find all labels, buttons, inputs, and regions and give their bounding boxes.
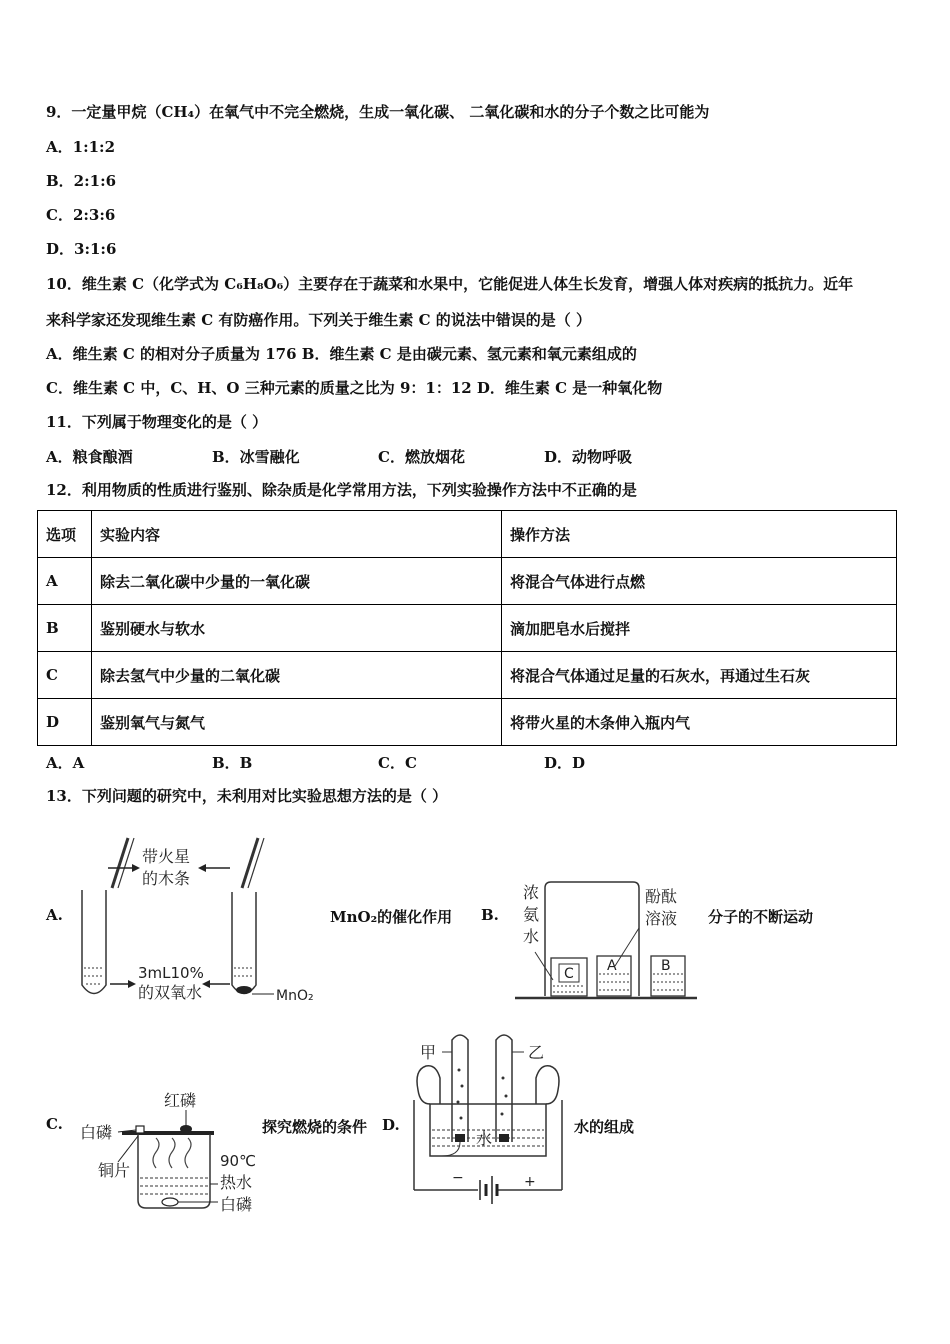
figure-b-molecular-motion xyxy=(515,878,700,1006)
row-content: 除去二氧化碳中少量的一氧化碳 xyxy=(92,558,502,605)
q11-option-c: C．燃放烟花 xyxy=(378,448,465,466)
electrode-left xyxy=(455,1134,465,1142)
q12-option-d: D．D xyxy=(544,754,586,772)
row-content: 鉴别氧气与氮气 xyxy=(92,699,502,746)
row-method: 将带火星的木条伸入瓶内气 xyxy=(502,699,897,746)
tube-yi xyxy=(496,1035,512,1142)
label-splint-1: 带火星 xyxy=(142,847,191,866)
white-phosphorus-water xyxy=(162,1198,178,1206)
q11-stem: 11．下列属于物理变化的是（ ） xyxy=(46,413,268,431)
row-content: 鉴别硬水与软水 xyxy=(92,605,502,652)
q12-option-c: C．C xyxy=(378,754,417,772)
q13-c-caption: 探究燃烧的条件 xyxy=(262,1118,368,1136)
label-negative: − xyxy=(452,1170,464,1186)
label-ammonia-3: 水 xyxy=(523,927,540,946)
label-h2o2-2: 的双氧水 xyxy=(138,983,203,1002)
row-method: 将混合气体通过足量的石灰水，再通过生石灰 xyxy=(502,652,897,699)
figure-d-electrolysis xyxy=(412,1030,572,1214)
row-content: 除去氢气中少量的二氧化碳 xyxy=(92,652,502,699)
pointer-copper xyxy=(118,1136,138,1162)
label-red-phosphorus: 红磷 xyxy=(164,1091,197,1110)
label-white-phosphorus-top: 白磷 xyxy=(80,1123,113,1142)
q10-stem-line1: 10．维生素 C（化学式为 C₆H₈O₆）主要存在于蔬菜和水果中，它能促进人体生长发育，增强人体对疾病的抵抗力。近年 xyxy=(46,275,854,293)
test-tube-right xyxy=(232,892,256,994)
row-method: 滴加肥皂水后搅拌 xyxy=(502,605,897,652)
q9-option-c: C．2:3:6 xyxy=(46,206,116,224)
support-left xyxy=(417,1066,440,1104)
label-white-phosphorus-water: 白磷 xyxy=(220,1195,253,1214)
figure-a-catalysis xyxy=(70,830,340,1010)
q10-options-line1: A．维生素 C 的相对分子质量为 176 B．维生素 C 是由碳元素、氢元素和氧元素组成的 xyxy=(46,345,637,363)
header-method: 操作方法 xyxy=(502,511,897,558)
test-tube-left xyxy=(82,890,106,994)
label-splint-2: 的木条 xyxy=(142,869,191,888)
q12-stem: 12．利用物质的性质进行鉴别、除杂质是化学常用方法，下列实验操作方法中不正确的是 xyxy=(46,481,637,499)
label-h2o2-1: 3mL10% xyxy=(138,964,204,982)
q11-option-b: B．冰雪融化 xyxy=(212,448,300,466)
header-option: 选项 xyxy=(38,511,92,558)
table-row xyxy=(38,699,897,746)
q13-b-caption: 分子的不断运动 xyxy=(708,908,814,926)
tube-jia xyxy=(452,1035,468,1142)
table-header-row xyxy=(38,511,897,558)
label-temperature: 90℃ xyxy=(220,1152,256,1170)
white-phosphorus-top xyxy=(136,1126,144,1133)
label-ammonia-2: 氨 xyxy=(523,905,540,924)
label-ammonia-1: 浓 xyxy=(523,883,540,902)
row-label: B xyxy=(38,605,92,652)
row-label: A xyxy=(38,558,92,605)
q13-b-letter: B. xyxy=(481,906,499,924)
label-phenol-2: 溶液 xyxy=(645,909,678,928)
q9-option-b: B．2:1:6 xyxy=(46,172,117,190)
label-jia: 甲 xyxy=(420,1043,437,1062)
q13-a-caption: MnO₂的催化作用 xyxy=(330,908,453,926)
table-row xyxy=(38,605,897,652)
steam-1 xyxy=(153,1138,159,1168)
q13-c-letter: C. xyxy=(46,1115,63,1133)
label-hot-water: 热水 xyxy=(220,1173,253,1192)
q10-options-line2: C．维生素 C 中，C、H、O 三种元素的质量之比为 9：1：12 D．维生素 C 是一种氧化物 xyxy=(46,379,663,397)
q12-table xyxy=(37,510,897,746)
q13-a-letter: A. xyxy=(46,906,63,924)
label-beaker-b: B xyxy=(661,958,671,974)
q13-d-caption: 水的组成 xyxy=(574,1118,635,1136)
mno2-powder xyxy=(236,986,252,994)
label-beaker-a: A xyxy=(607,958,617,974)
pointer-ammonia xyxy=(535,952,553,980)
row-label: C xyxy=(38,652,92,699)
table-row xyxy=(38,652,897,699)
q12-option-a: A．A xyxy=(46,754,85,772)
q9-option-a: A．1:1:2 xyxy=(46,138,116,156)
table-row xyxy=(38,558,897,605)
q9-stem: 9．一定量甲烷（CH₄）在氧气中不完全燃烧，生成一氧化碳、 二氧化碳和水的分子个数之比可能为 xyxy=(46,103,710,121)
support-right xyxy=(536,1066,559,1104)
label-mno2: MnO₂ xyxy=(276,988,314,1004)
label-yi: 乙 xyxy=(528,1043,545,1062)
beaker-hot-water xyxy=(138,1134,210,1208)
electrode-right xyxy=(499,1134,509,1142)
row-method: 将混合气体进行点燃 xyxy=(502,558,897,605)
q11-option-a: A．粮食酿酒 xyxy=(46,448,133,466)
row-label: D xyxy=(38,699,92,746)
label-copper-sheet: 铜片 xyxy=(98,1161,131,1180)
steam-2 xyxy=(169,1138,175,1168)
q9-option-d: D．3:1:6 xyxy=(46,240,117,258)
q11-option-d: D．动物呼吸 xyxy=(544,448,633,466)
label-positive: + xyxy=(524,1174,536,1190)
figure-c-combustion xyxy=(78,1088,268,1218)
steam-3 xyxy=(185,1138,191,1168)
q13-stem: 13．下列问题的研究中，未利用对比实验思想方法的是（ ） xyxy=(46,787,448,805)
q12-option-b: B．B xyxy=(212,754,253,772)
q13-d-letter: D. xyxy=(382,1116,400,1134)
label-beaker-c: C xyxy=(564,966,574,982)
q10-stem-line2: 来科学家还发现维生素 C 有防癌作用。下列关于维生素 C 的说法中错误的是（ ） xyxy=(46,311,591,329)
red-phosphorus xyxy=(180,1125,192,1133)
label-phenol-1: 酚酞 xyxy=(645,887,678,906)
pointer-phenolphthalein xyxy=(615,928,639,966)
label-water: 水 xyxy=(476,1129,493,1148)
header-content: 实验内容 xyxy=(92,511,502,558)
